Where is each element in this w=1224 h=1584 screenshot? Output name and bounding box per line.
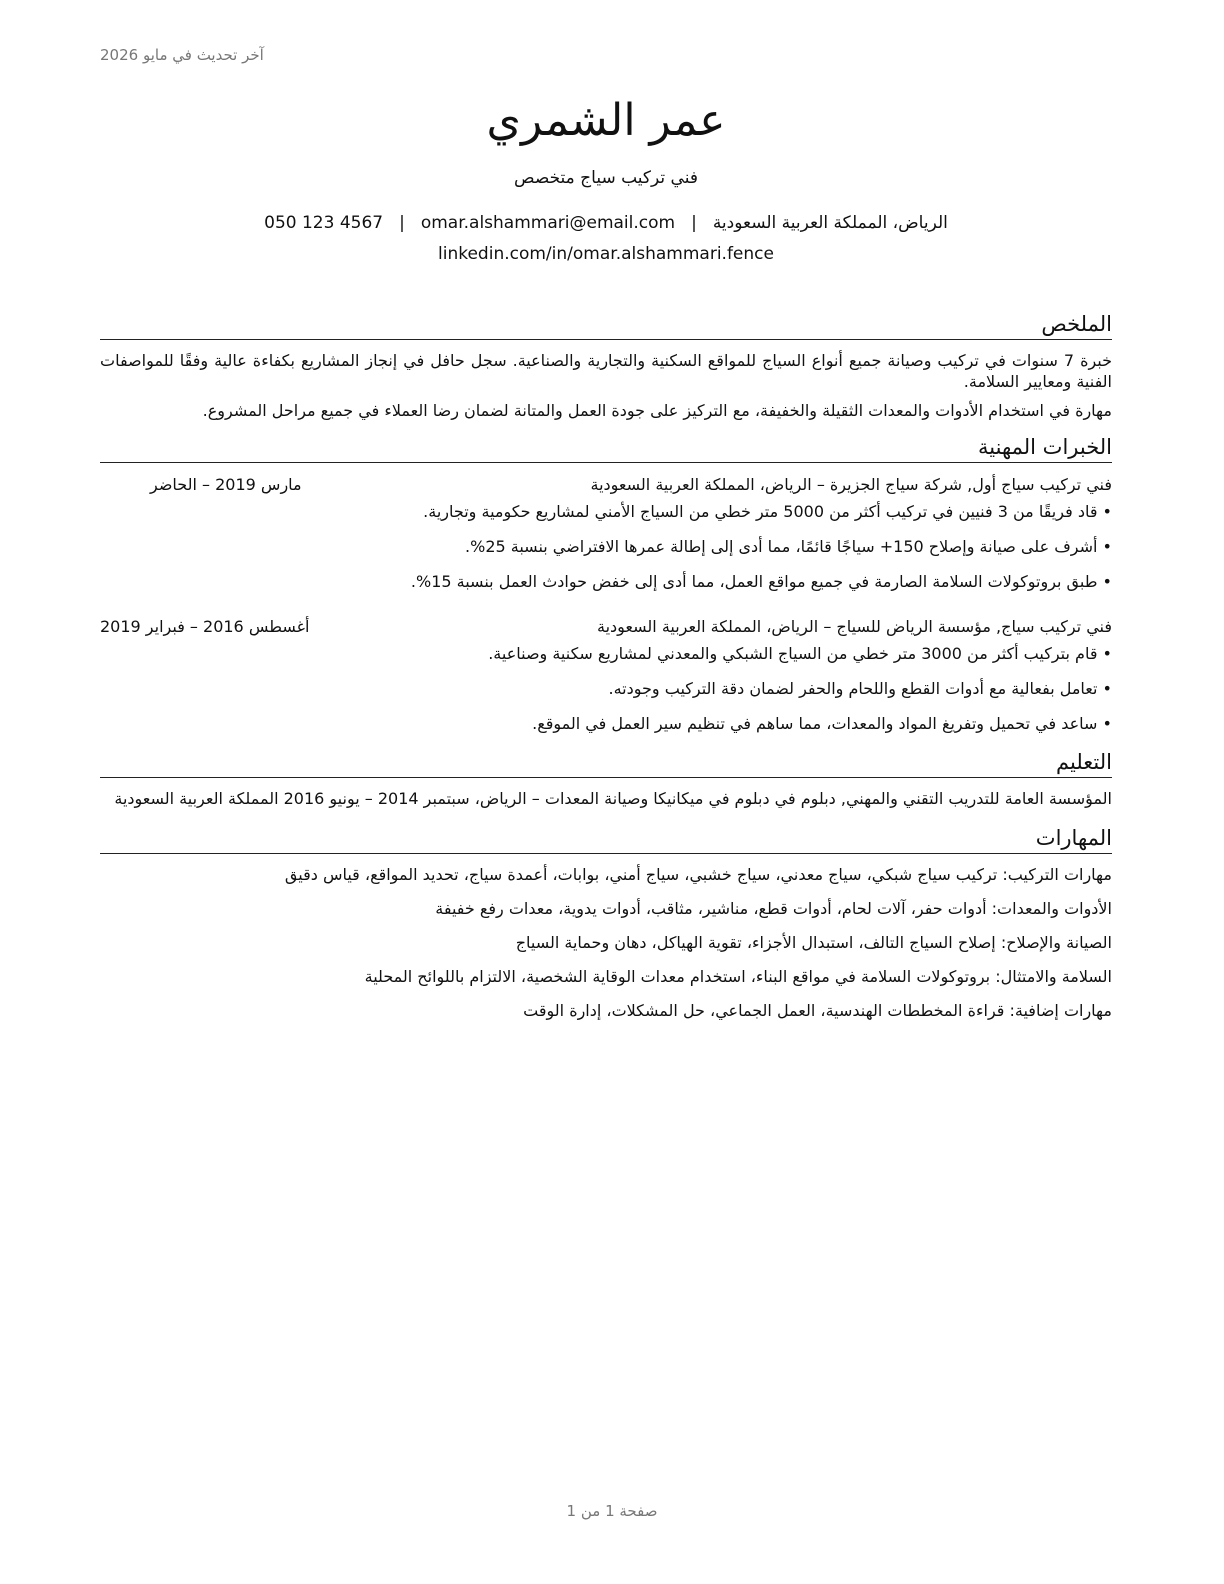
section-heading-experience: الخبرات المهنية (100, 433, 1112, 463)
contact-line (100, 210, 1112, 236)
list-item: • طبق بروتوكولات السلامة الصارمة في جميع مواقع العمل، مما أدى إلى خفض حوادث العمل بنسبة 15%. (100, 571, 1112, 593)
job-entry (100, 473, 1112, 593)
list-item: • ساعد في تحميل وتفريغ المواد والمعدات، مما ساهم في تنظيم سير العمل في الموقع. (100, 713, 1112, 735)
education-entry: المؤسسة العامة للتدريب التقني والمهني, دبلوم في دبلوم في ميكانيكا وصيانة المعدات – الرياض، سبتمبر 2014 – يونيو 2016 المملكة العربية السعودية (114, 789, 1112, 808)
section-heading-education: التعليم (100, 748, 1112, 778)
list-item: • قاد فريقًا من 3 فنيين في تركيب أكثر من 5000 متر خطي من السياج الأمني لمشاريع حكومية وتجارية. (100, 501, 1112, 523)
email-link[interactable]: omar.alshammari@email.com (420, 213, 676, 233)
location: الرياض، المملكة العربية السعودية (712, 213, 948, 233)
skill-line: السلامة والامتثال: بروتوكولات السلامة في مواقع البناء، استخدام معدات الوقاية الشخصية، الالتزام باللوائح المحلية (364, 967, 1112, 986)
skills-section (100, 824, 1112, 1022)
experience-section (100, 433, 1112, 735)
linkedin-link[interactable]: linkedin.com/in/omar.alshammari.fence (438, 244, 774, 264)
summary-paragraph: مهارة في استخدام الأدوات والمعدات الثقيلة والخفيفة، مع التركيز على جودة العمل والمتانة لضمان رضا العملاء في جميع مراحل المشروع. (202, 401, 1112, 420)
summary-section (100, 310, 1112, 421)
separator: | (399, 213, 405, 233)
page-number: صفحة 1 من 1 (566, 1502, 658, 1520)
resume-header (100, 90, 1112, 266)
job-header (100, 615, 1112, 639)
phone-number: 050 123 4567 (264, 213, 384, 233)
list-item: • أشرف على صيانة وإصلاح 150+ سياجًا قائمًا، مما أدى إلى إطالة عمرها الافتراضي بنسبة 25%. (100, 536, 1112, 558)
skill-line: الصيانة والإصلاح: إصلاح السياج التالف، استبدال الأجزاء، تقوية الهياكل، دهان وحماية السياج (515, 933, 1112, 952)
resume-body (100, 310, 1112, 1034)
skill-line: الأدوات والمعدات: أدوات حفر، آلات لحام، أدوات قطع، مناشير، مثاقب، أدوات يدوية، معدات رفع خفيفة (435, 899, 1112, 918)
skill-line: مهارات التركيب: تركيب سياج شبكي، سياج معدني، سياج خشبي، سياج أمني، بوابات، أعمدة سياج، تحديد المواقع، قياس دقيق (284, 865, 1112, 884)
section-heading-skills: المهارات (100, 824, 1112, 854)
job-bullets (100, 501, 1112, 593)
job-bullets (100, 643, 1112, 735)
separator: | (691, 213, 697, 233)
list-item: • قام بتركيب أكثر من 3000 متر خطي من السياج الشبكي والمعدني لمشاريع سكنية وصناعية. (100, 643, 1112, 665)
candidate-name: عمر الشمري (486, 95, 726, 146)
education-section (100, 748, 1112, 810)
summary-paragraph: خبرة 7 سنوات في تركيب وصيانة جميع أنواع السياج للمواقع السكنية والتجارية والصناعية. سجل حافل في إنجاز المشاريع بكفاءة عالية وفقًا للمواصفات الفنية ومعايير السلامة. (100, 351, 1112, 391)
section-heading-summary: الملخص (100, 310, 1112, 340)
job-dates: أغسطس 2016 – فبراير 2019 (100, 617, 310, 636)
job-dates: مارس 2019 – الحاضر (150, 475, 302, 494)
job-entry (100, 615, 1112, 735)
last-updated-note: آخر تحديث في مايو 2026 (100, 46, 264, 64)
list-item: • تعامل بفعالية مع أدوات القطع واللحام والحفر لضمان دقة التركيب وجودته. (100, 678, 1112, 700)
job-header (100, 473, 1112, 497)
skill-line: مهارات إضافية: قراءة المخططات الهندسية، العمل الجماعي، حل المشكلات، إدارة الوقت (523, 1001, 1112, 1020)
job-title: فني تركيب سياج متخصص (514, 168, 698, 188)
job-role: فني تركيب سياج, مؤسسة الرياض للسياج – الرياض، المملكة العربية السعودية (597, 617, 1112, 636)
job-role: فني تركيب سياج أول, شركة سياج الجزيرة – الرياض، المملكة العربية السعودية (590, 475, 1112, 494)
